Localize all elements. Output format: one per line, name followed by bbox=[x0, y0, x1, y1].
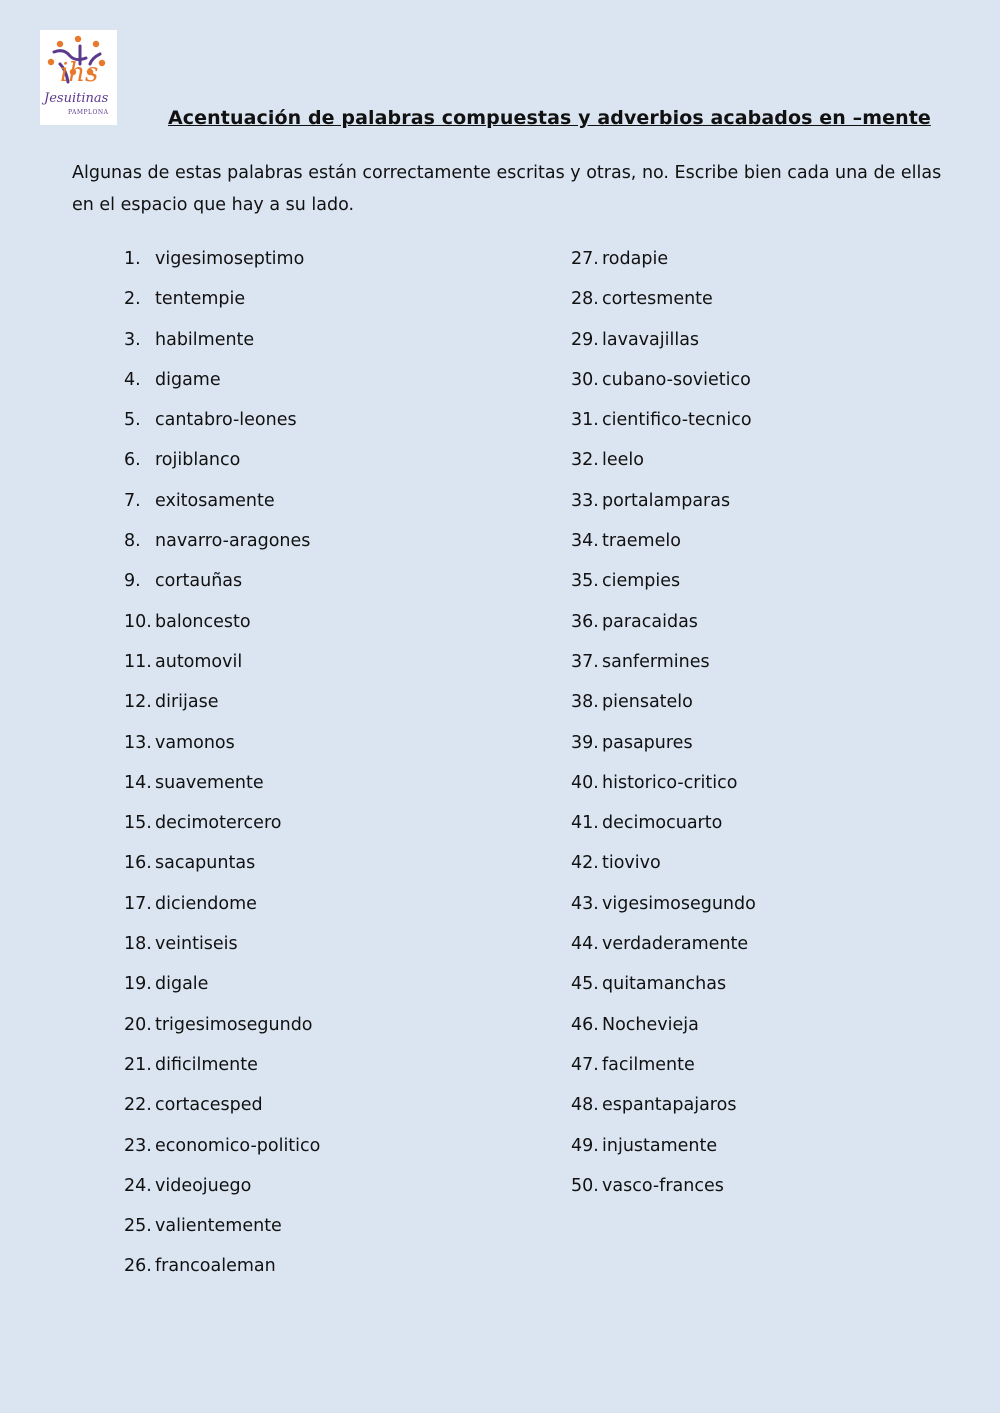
list-item bbox=[571, 325, 756, 365]
item-number: 21. bbox=[124, 1054, 152, 1075]
item-word: ciempies bbox=[602, 571, 681, 592]
item-word: vamonos bbox=[155, 732, 235, 753]
word-list-right bbox=[571, 244, 756, 1211]
list-item bbox=[571, 969, 756, 1009]
list-item bbox=[571, 486, 756, 526]
item-number: 16. bbox=[124, 853, 152, 874]
list-item bbox=[571, 405, 756, 445]
list-item bbox=[124, 486, 320, 526]
item-number: 5. bbox=[124, 410, 141, 431]
item-number: 12. bbox=[124, 692, 152, 713]
list-item bbox=[571, 1090, 756, 1130]
list-item bbox=[571, 728, 756, 768]
item-word: dirijase bbox=[155, 692, 219, 713]
item-number: 47. bbox=[571, 1054, 599, 1075]
item-number: 40. bbox=[571, 772, 599, 793]
list-item bbox=[124, 284, 320, 324]
item-word: cientifico-tecnico bbox=[602, 410, 752, 431]
item-word: cortauñas bbox=[155, 571, 243, 592]
list-item bbox=[571, 607, 756, 647]
item-word: decimotercero bbox=[155, 813, 282, 834]
item-word: cantabro-leones bbox=[155, 410, 297, 431]
item-number: 8. bbox=[124, 531, 141, 552]
item-number: 31. bbox=[571, 410, 599, 431]
list-item bbox=[124, 929, 320, 969]
item-number: 27. bbox=[571, 249, 599, 269]
item-number: 10. bbox=[124, 611, 152, 632]
item-number: 20. bbox=[124, 1014, 152, 1035]
list-item bbox=[124, 1251, 320, 1291]
item-word: veintiseis bbox=[155, 934, 238, 955]
list-item bbox=[124, 808, 320, 848]
item-word: digame bbox=[155, 369, 221, 390]
item-word: sanfermines bbox=[602, 651, 710, 672]
item-number: 25. bbox=[124, 1216, 152, 1237]
item-word: rodapie bbox=[602, 249, 669, 269]
list-item bbox=[571, 1171, 756, 1211]
item-word: valientemente bbox=[155, 1216, 282, 1237]
item-word: economico-politico bbox=[155, 1135, 321, 1156]
item-number: 3. bbox=[124, 329, 141, 350]
item-number: 41. bbox=[571, 813, 599, 834]
item-number: 2. bbox=[124, 289, 141, 310]
list-item bbox=[571, 808, 756, 848]
list-item bbox=[124, 1131, 320, 1171]
item-word: tentempie bbox=[155, 289, 246, 310]
item-word: Nochevieja bbox=[602, 1014, 699, 1035]
list-item bbox=[124, 566, 320, 606]
list-item bbox=[124, 768, 320, 808]
item-number: 15. bbox=[124, 813, 152, 834]
item-word: historico-critico bbox=[602, 772, 738, 793]
item-number: 18. bbox=[124, 934, 152, 955]
item-number: 36. bbox=[571, 611, 599, 632]
item-word: vigesimoseptimo bbox=[155, 249, 305, 269]
list-item bbox=[571, 1050, 756, 1090]
item-word: traemelo bbox=[602, 531, 681, 552]
item-word: digale bbox=[155, 974, 209, 995]
item-word: cubano-sovietico bbox=[602, 369, 751, 390]
item-number: 49. bbox=[571, 1135, 599, 1156]
item-number: 50. bbox=[571, 1175, 599, 1196]
item-word: tiovivo bbox=[602, 853, 661, 874]
list-item bbox=[571, 647, 756, 687]
list-item bbox=[124, 1211, 320, 1251]
list-item bbox=[124, 1090, 320, 1130]
item-word: leelo bbox=[602, 450, 644, 471]
item-word: quitamanchas bbox=[602, 974, 727, 995]
item-number: 29. bbox=[571, 329, 599, 350]
word-list-left bbox=[124, 244, 320, 1292]
list-item bbox=[571, 1010, 756, 1050]
page-title: Acentuación de palabras compuestas y adverbios acabados en –mente bbox=[168, 107, 931, 129]
item-number: 33. bbox=[571, 490, 599, 511]
logo-mark: ihs bbox=[60, 58, 99, 88]
item-number: 22. bbox=[124, 1095, 152, 1116]
list-item bbox=[571, 445, 756, 485]
item-word: videojuego bbox=[155, 1175, 252, 1196]
item-number: 9. bbox=[124, 571, 141, 592]
item-word: facilmente bbox=[602, 1054, 695, 1075]
list-item bbox=[571, 365, 756, 405]
list-item bbox=[124, 1010, 320, 1050]
item-number: 43. bbox=[571, 893, 599, 914]
list-item bbox=[124, 1171, 320, 1211]
list-item bbox=[124, 889, 320, 929]
item-number: 13. bbox=[124, 732, 152, 753]
item-number: 26. bbox=[124, 1256, 152, 1277]
list-item bbox=[571, 526, 756, 566]
item-number: 38. bbox=[571, 692, 599, 713]
item-word: espantapajaros bbox=[602, 1095, 737, 1116]
list-item bbox=[571, 929, 756, 969]
item-number: 7. bbox=[124, 490, 141, 511]
item-number: 42. bbox=[571, 853, 599, 874]
item-number: 4. bbox=[124, 369, 141, 390]
item-word: diciendome bbox=[155, 893, 257, 914]
list-item bbox=[571, 889, 756, 929]
item-number: 11. bbox=[124, 651, 152, 672]
list-item bbox=[571, 768, 756, 808]
list-item bbox=[124, 405, 320, 445]
item-word: exitosamente bbox=[155, 490, 275, 511]
item-number: 17. bbox=[124, 893, 152, 914]
list-item bbox=[124, 445, 320, 485]
list-item bbox=[124, 607, 320, 647]
item-word: portalamparas bbox=[602, 490, 731, 511]
item-number: 45. bbox=[571, 974, 599, 995]
item-word: suavemente bbox=[155, 772, 264, 793]
list-item bbox=[124, 325, 320, 365]
item-number: 23. bbox=[124, 1135, 152, 1156]
list-item bbox=[124, 969, 320, 1009]
item-word: lavavajillas bbox=[602, 329, 700, 350]
item-number: 24. bbox=[124, 1175, 152, 1196]
item-number: 44. bbox=[571, 934, 599, 955]
list-item bbox=[571, 566, 756, 606]
item-number: 1. bbox=[124, 249, 141, 269]
list-item bbox=[124, 365, 320, 405]
list-item bbox=[124, 647, 320, 687]
list-item bbox=[571, 284, 756, 324]
item-number: 30. bbox=[571, 369, 599, 390]
item-word: habilmente bbox=[155, 329, 255, 350]
list-item bbox=[571, 848, 756, 888]
item-number: 35. bbox=[571, 571, 599, 592]
list-item bbox=[124, 687, 320, 727]
list-item bbox=[124, 728, 320, 768]
item-word: cortacesped bbox=[155, 1095, 263, 1116]
item-word: navarro-aragones bbox=[155, 531, 311, 552]
item-number: 34. bbox=[571, 531, 599, 552]
list-item bbox=[571, 1131, 756, 1171]
item-number: 48. bbox=[571, 1095, 599, 1116]
item-word: automovil bbox=[155, 651, 243, 672]
list-item bbox=[124, 526, 320, 566]
item-word: cortesmente bbox=[602, 289, 713, 310]
item-word: sacapuntas bbox=[155, 853, 256, 874]
item-word: vigesimosegundo bbox=[602, 893, 756, 914]
item-number: 14. bbox=[124, 772, 152, 793]
logo-name: Jesuitinas bbox=[44, 91, 109, 106]
item-number: 39. bbox=[571, 732, 599, 753]
list-item bbox=[571, 687, 756, 727]
item-word: baloncesto bbox=[155, 611, 251, 632]
item-number: 37. bbox=[571, 651, 599, 672]
list-item bbox=[124, 1050, 320, 1090]
list-item bbox=[571, 244, 756, 284]
item-word: paracaidas bbox=[602, 611, 698, 632]
item-word: pasapures bbox=[602, 732, 693, 753]
item-number: 19. bbox=[124, 974, 152, 995]
list-item bbox=[124, 244, 320, 284]
item-word: rojiblanco bbox=[155, 450, 241, 471]
item-number: 6. bbox=[124, 450, 141, 471]
item-word: dificilmente bbox=[155, 1054, 258, 1075]
item-number: 28. bbox=[571, 289, 599, 310]
item-word: vasco-frances bbox=[602, 1175, 724, 1196]
item-word: piensatelo bbox=[602, 692, 693, 713]
list-item bbox=[124, 848, 320, 888]
item-word: trigesimosegundo bbox=[155, 1014, 313, 1035]
item-word: francoaleman bbox=[155, 1256, 276, 1277]
item-number: 32. bbox=[571, 450, 599, 471]
item-word: injustamente bbox=[602, 1135, 718, 1156]
item-word: decimocuarto bbox=[602, 813, 723, 834]
logo-city: PAMPLONA bbox=[68, 109, 109, 116]
item-word: verdaderamente bbox=[602, 934, 749, 955]
item-number: 46. bbox=[571, 1014, 599, 1035]
instructions: Algunas de estas palabras están correctamente escritas y otras, no. Escribe bien cada una de ellas en el espacio que hay a su lado. bbox=[72, 163, 942, 215]
